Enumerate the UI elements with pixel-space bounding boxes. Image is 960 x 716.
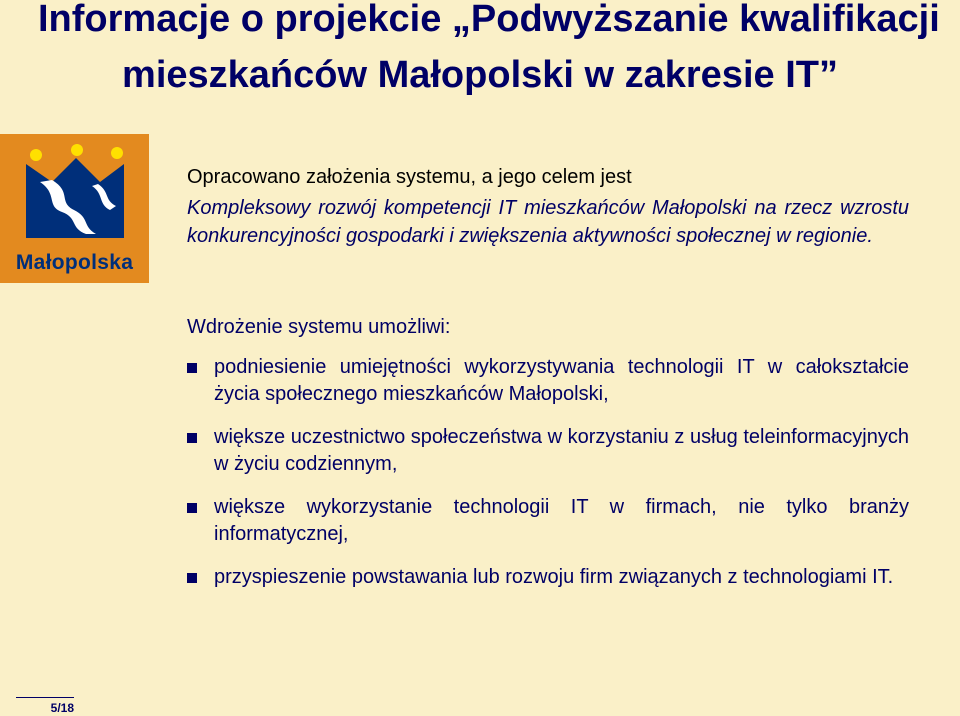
slide-title-line-2: mieszkańców Małopolski w zakresie IT” xyxy=(122,54,838,96)
project-goal: Kompleksowy rozwój kompetencji IT mieszkańców Małopolski na rzecz wzrostu konkurencyjności gospodarki i zwiększenia aktywności społecznej w regionie. xyxy=(187,197,909,247)
list-item-text: przyspieszenie powstawania lub rozwoju firm związanych z technologiami IT. xyxy=(214,566,894,588)
list-item xyxy=(187,494,909,548)
list-item xyxy=(187,354,909,408)
intro-text: Opracowano założenia systemu, a jego celem jest xyxy=(187,166,632,188)
slide-title-line-1: Informacje o projekcie „Podwyższanie kwalifikacji xyxy=(38,0,940,40)
benefits-list xyxy=(187,354,909,591)
enable-heading: Wdrożenie systemu umożliwi: xyxy=(187,316,451,338)
logo-text: Małopolska xyxy=(15,251,134,274)
square-bullet-icon xyxy=(187,573,197,583)
list-item-text: większe uczestnictwo społeczeństwa w korzystaniu z usług teleinformacyjnych w życiu codziennym, xyxy=(214,426,909,475)
square-bullet-icon xyxy=(187,503,197,513)
list-item xyxy=(187,424,909,478)
list-item-text: podniesienie umiejętności wykorzystywania technologii IT w całokształcie życia społecznego mieszkańców Małopolski, xyxy=(214,356,909,405)
page-number: 5/18 xyxy=(16,697,74,716)
malopolska-logo xyxy=(0,134,149,283)
list-item-text: większe wykorzystanie technologii IT w firmach, nie tylko branży informatycznej, xyxy=(214,496,909,545)
list-item xyxy=(187,564,909,591)
square-bullet-icon xyxy=(187,363,197,373)
square-bullet-icon xyxy=(187,433,197,443)
